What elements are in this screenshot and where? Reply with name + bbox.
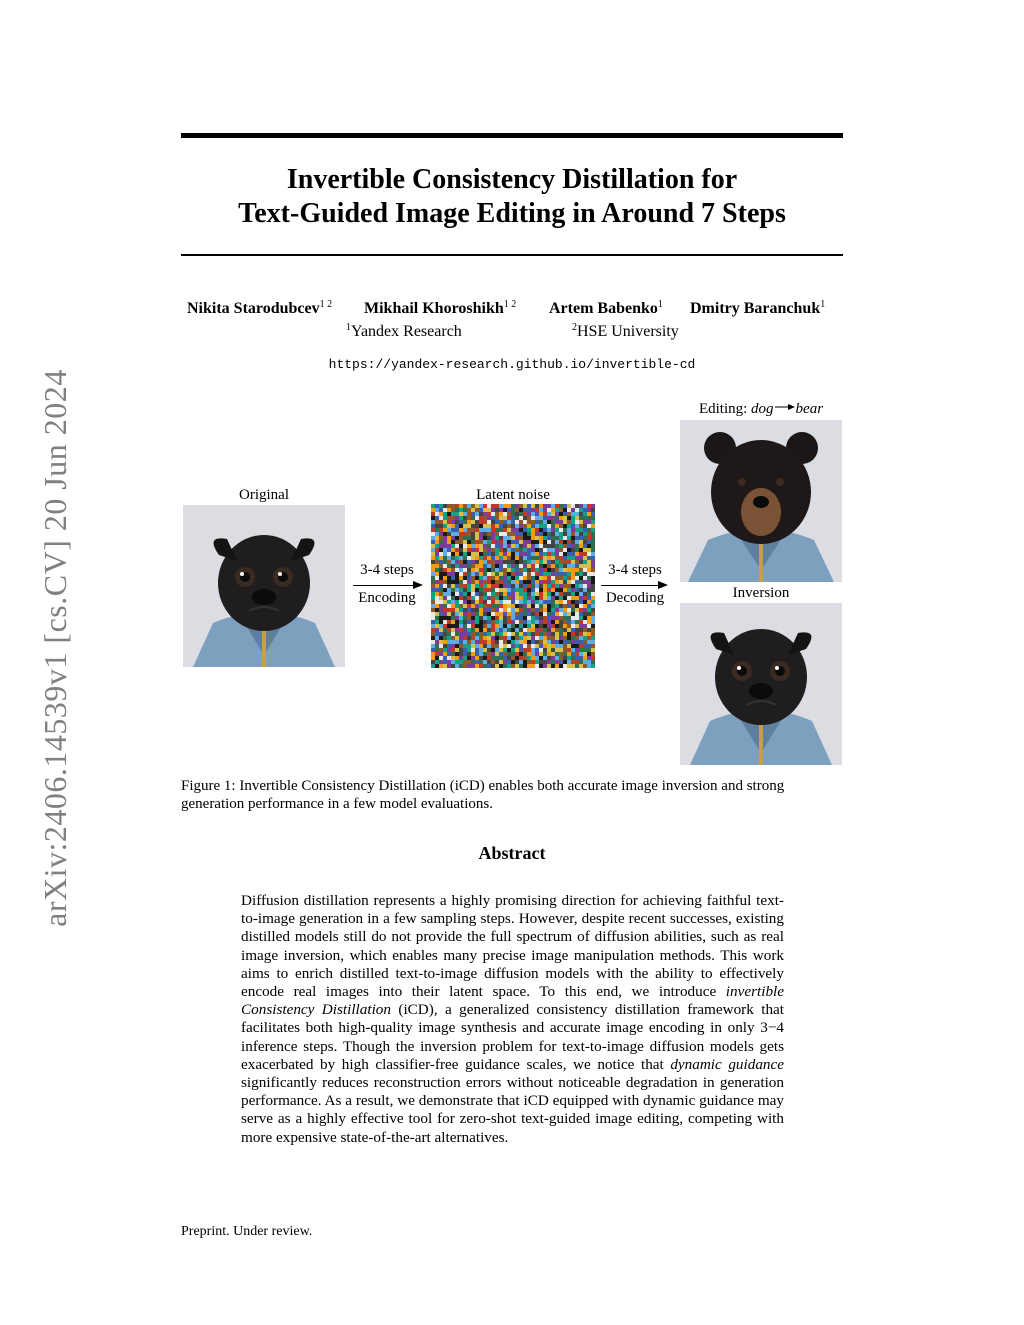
title-bottom-rule: [181, 254, 843, 256]
abstract-emphasis-icd: invertible Consistency Distillation: [241, 983, 784, 1019]
decode-arrow-head-icon: [658, 581, 668, 589]
decode-label: Decoding: [605, 590, 665, 606]
arrow-right-icon: [774, 403, 796, 411]
affiliation-mark: 2: [572, 322, 577, 333]
editing-prefix: Editing:: [698, 401, 748, 417]
author: [549, 299, 663, 318]
figure-caption: Figure 1: Invertible Consistency Distillation (iCD) enables both accurate image inversion and strong generation performance in a few model evaluations.: [181, 778, 785, 812]
author-name: Dmitry Baranchuk: [690, 300, 821, 317]
original-pug-image: [183, 505, 345, 667]
abstract-text-2: (iCD), a generalized consistency distillation framework that facilitates both high-quality image synthesis and accurate image encoding in only 3−4 inference steps. Though the inversion problem for text-to-image diffusion models gets exacerbated by high classifier-free guidance scales, we notice that: [241, 1001, 784, 1073]
title-line-1: Invertible Consistency Distillation for: [286, 164, 738, 195]
edited-bear-image: [680, 420, 842, 582]
inversion-label: Inversion: [732, 585, 790, 601]
author-name: Mikhail Khoroshikh: [364, 300, 504, 317]
author-name: Artem Babenko: [549, 300, 658, 317]
affiliation: [572, 322, 679, 341]
inversion-pug-image: [680, 603, 842, 765]
editing-from: dog: [751, 401, 774, 417]
original-label: Original: [239, 487, 289, 503]
title-line-2: Text-Guided Image Editing in Around 7 Steps: [238, 198, 786, 229]
decode-arrow-line: [601, 585, 658, 586]
project-url[interactable]: https://yandex-research.github.io/invertible-cd: [328, 357, 696, 372]
latent-noise-label: Latent noise: [476, 487, 550, 503]
arxiv-side-stamp: arXiv:2406.14539v1 [cs.CV] 20 Jun 2024: [37, 369, 73, 927]
affiliation: [346, 322, 462, 341]
affiliation-name: Yandex Research: [351, 323, 462, 340]
encode-arrow-line: [353, 585, 413, 586]
footer-note: Preprint. Under review.: [181, 1224, 313, 1239]
affiliation-name: HSE University: [577, 323, 679, 340]
latent-noise-image: [431, 504, 595, 668]
editing-label: [680, 401, 842, 418]
abstract-text-3: significantly reduces reconstruction errors without noticeable degradation in generation performance. As a result, we demonstrate that iCD equipped with dynamic guidance may serve as a highly effective tool for zero-shot text-guided image editing, competing with more expensive state-of-the-art alternatives.: [241, 1074, 784, 1146]
author-affiliation-mark: 1: [657, 299, 663, 310]
author: [690, 299, 825, 318]
encode-label: Encoding: [358, 590, 416, 606]
author-affiliation-mark: 1 2: [503, 299, 517, 310]
author: [364, 299, 516, 318]
encode-arrow-head-icon: [413, 581, 423, 589]
abstract-emphasis-dynamic-guidance: dynamic guidance: [670, 1055, 784, 1073]
abstract-heading: Abstract: [478, 843, 546, 863]
abstract-body: [241, 892, 784, 1147]
affiliation-mark: 1: [346, 322, 351, 333]
abstract-text-1: Diffusion distillation represents a highly promising direction for achieving faithful text-to-image generation in a few sampling steps. However, despite recent successes, existing distilled models still do not provide the full spectrum of diffusion abilities, such as real image inversion, which enables many precise image manipulation methods. This work aims to enrich distilled text-to-image diffusion models with the ability to effectively encode real images into their latent space. To this end, we introduce: [241, 892, 784, 1001]
encode-steps-label: 3-4 steps: [360, 562, 414, 578]
paper-title: [181, 163, 843, 231]
author-affiliation-mark: 1 2: [319, 299, 333, 310]
decode-steps-label: 3-4 steps: [608, 562, 662, 578]
author-name: Nikita Starodubcev: [187, 300, 320, 317]
editing-to: bear: [795, 401, 824, 417]
author: [187, 299, 332, 318]
title-top-rule: [181, 133, 843, 138]
author-affiliation-mark: 1: [820, 299, 826, 310]
